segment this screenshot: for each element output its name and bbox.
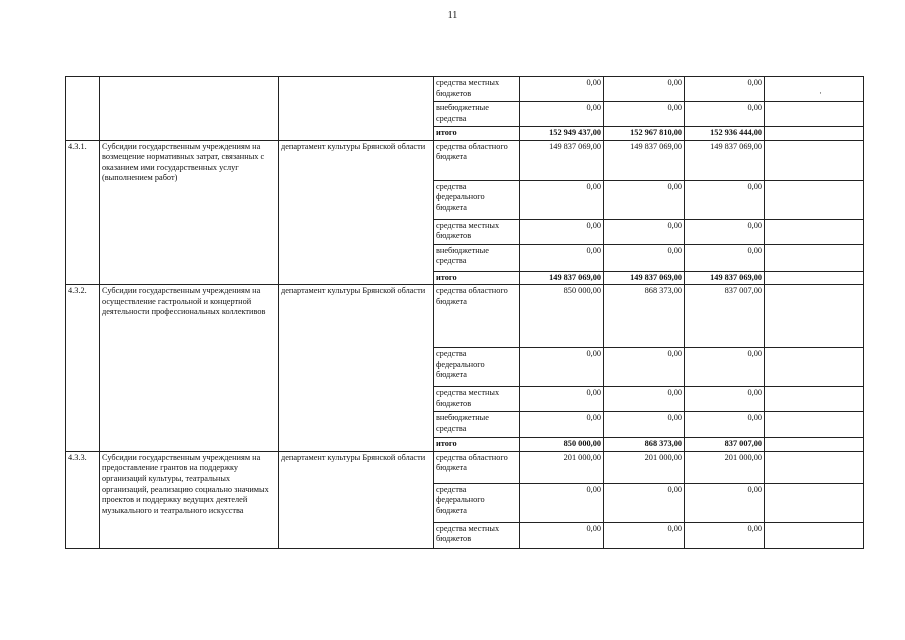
amount-year-3-cell: 0,00 — [685, 348, 765, 387]
item-number-cell — [66, 77, 100, 141]
department-cell — [279, 77, 434, 141]
funding-source-cell: средства федерального бюджета — [434, 348, 520, 387]
amount-year-2-cell: 868 373,00 — [604, 438, 685, 452]
amount-year-1-cell: 0,00 — [520, 348, 604, 387]
item-number-cell: 4.3.3. — [66, 451, 100, 548]
empty-cell — [765, 387, 864, 412]
empty-cell — [765, 451, 864, 483]
amount-year-3-cell: 837 007,00 — [685, 285, 765, 348]
amount-year-3-cell: 0,00 — [685, 77, 765, 102]
amount-year-2-cell: 0,00 — [604, 483, 685, 522]
page-number: 11 — [447, 10, 458, 21]
amount-year-3-cell: 152 936 444,00 — [685, 127, 765, 141]
funding-source-cell: итого — [434, 438, 520, 452]
amount-year-2-cell: 0,00 — [604, 219, 685, 244]
amount-year-1-cell: 0,00 — [520, 77, 604, 102]
amount-year-2-cell: 0,00 — [604, 77, 685, 102]
funding-source-cell: средства областного бюджета — [434, 451, 520, 483]
amount-year-3-cell: 837 007,00 — [685, 438, 765, 452]
amount-year-2-cell: 0,00 — [604, 348, 685, 387]
item-name-cell: Субсидии государственным учреждениям на предоставление грантов на поддержку организаций культуры, театральных организаций, реализацию социально значимых проектов и поддержку ведущих деятелей музыкального и театрального искусства — [100, 451, 279, 548]
item-number-cell: 4.3.2. — [66, 285, 100, 452]
empty-cell — [765, 140, 864, 180]
amount-year-1-cell: 0,00 — [520, 412, 604, 438]
funding-source-cell: средства областного бюджета — [434, 140, 520, 180]
empty-cell — [765, 412, 864, 438]
amount-year-1-cell: 0,00 — [520, 522, 604, 548]
empty-cell — [765, 127, 864, 141]
empty-cell — [765, 285, 864, 348]
funding-source-cell: итого — [434, 271, 520, 285]
empty-cell — [765, 271, 864, 285]
amount-year-3-cell: 149 837 069,00 — [685, 271, 765, 285]
amount-year-1-cell: 0,00 — [520, 387, 604, 412]
table-row — [66, 140, 864, 180]
amount-year-1-cell: 0,00 — [520, 219, 604, 244]
amount-year-1-cell: 152 949 437,00 — [520, 127, 604, 141]
amount-year-3-cell: 0,00 — [685, 244, 765, 271]
amount-year-2-cell: 152 967 810,00 — [604, 127, 685, 141]
amount-year-2-cell: 0,00 — [604, 244, 685, 271]
amount-year-3-cell: 201 000,00 — [685, 451, 765, 483]
item-name-cell: Субсидии государственным учреждениям на осуществление гастрольной и концертной деятельности профессиональных коллективов — [100, 285, 279, 452]
table-row — [66, 285, 864, 348]
budget-table-body — [66, 77, 864, 549]
amount-year-2-cell: 149 837 069,00 — [604, 140, 685, 180]
funding-source-cell: средства местных бюджетов — [434, 77, 520, 102]
table-row — [66, 451, 864, 483]
amount-year-2-cell: 868 373,00 — [604, 285, 685, 348]
budget-table — [65, 76, 864, 549]
empty-cell — [765, 102, 864, 127]
department-cell: департамент культуры Брянской области — [279, 140, 434, 285]
empty-cell — [765, 244, 864, 271]
funding-source-cell: средства местных бюджетов — [434, 522, 520, 548]
funding-source-cell: средства федерального бюджета — [434, 483, 520, 522]
funding-source-cell: средства местных бюджетов — [434, 219, 520, 244]
empty-cell — [765, 348, 864, 387]
amount-year-1-cell: 0,00 — [520, 180, 604, 219]
item-name-cell — [100, 77, 279, 141]
amount-year-3-cell: 0,00 — [685, 387, 765, 412]
amount-year-2-cell: 0,00 — [604, 522, 685, 548]
amount-year-3-cell: 149 837 069,00 — [685, 140, 765, 180]
funding-source-cell: средства федерального бюджета — [434, 180, 520, 219]
amount-year-2-cell: 0,00 — [604, 180, 685, 219]
empty-cell — [765, 483, 864, 522]
funding-source-cell: внебюджетные средства — [434, 412, 520, 438]
amount-year-2-cell: 149 837 069,00 — [604, 271, 685, 285]
amount-year-3-cell: 0,00 — [685, 180, 765, 219]
amount-year-1-cell: 0,00 — [520, 244, 604, 271]
amount-year-2-cell: 201 000,00 — [604, 451, 685, 483]
amount-year-1-cell: 149 837 069,00 — [520, 140, 604, 180]
amount-year-1-cell: 0,00 — [520, 102, 604, 127]
funding-source-cell: итого — [434, 127, 520, 141]
item-number-cell: 4.3.1. — [66, 140, 100, 285]
empty-cell — [765, 522, 864, 548]
scan-speck: · — [819, 88, 822, 98]
funding-source-cell: средства местных бюджетов — [434, 387, 520, 412]
table-row — [66, 77, 864, 102]
amount-year-3-cell: 0,00 — [685, 102, 765, 127]
department-cell: департамент культуры Брянской области — [279, 285, 434, 452]
amount-year-3-cell: 0,00 — [685, 219, 765, 244]
department-cell: департамент культуры Брянской области — [279, 451, 434, 548]
amount-year-3-cell: 0,00 — [685, 412, 765, 438]
empty-cell — [765, 438, 864, 452]
amount-year-3-cell: 0,00 — [685, 522, 765, 548]
empty-cell — [765, 180, 864, 219]
amount-year-1-cell: 0,00 — [520, 483, 604, 522]
funding-source-cell: средства областного бюджета — [434, 285, 520, 348]
amount-year-2-cell: 0,00 — [604, 412, 685, 438]
funding-source-cell: внебюджетные средства — [434, 244, 520, 271]
amount-year-2-cell: 0,00 — [604, 387, 685, 412]
amount-year-1-cell: 201 000,00 — [520, 451, 604, 483]
amount-year-1-cell: 850 000,00 — [520, 285, 604, 348]
funding-source-cell: внебюджетные средства — [434, 102, 520, 127]
amount-year-3-cell: 0,00 — [685, 483, 765, 522]
amount-year-1-cell: 149 837 069,00 — [520, 271, 604, 285]
amount-year-2-cell: 0,00 — [604, 102, 685, 127]
empty-cell — [765, 77, 864, 102]
empty-cell — [765, 219, 864, 244]
item-name-cell: Субсидии государственным учреждениям на возмещение нормативных затрат, связанных с оказанием ими государственных услуг (выполнением работ) — [100, 140, 279, 285]
amount-year-1-cell: 850 000,00 — [520, 438, 604, 452]
